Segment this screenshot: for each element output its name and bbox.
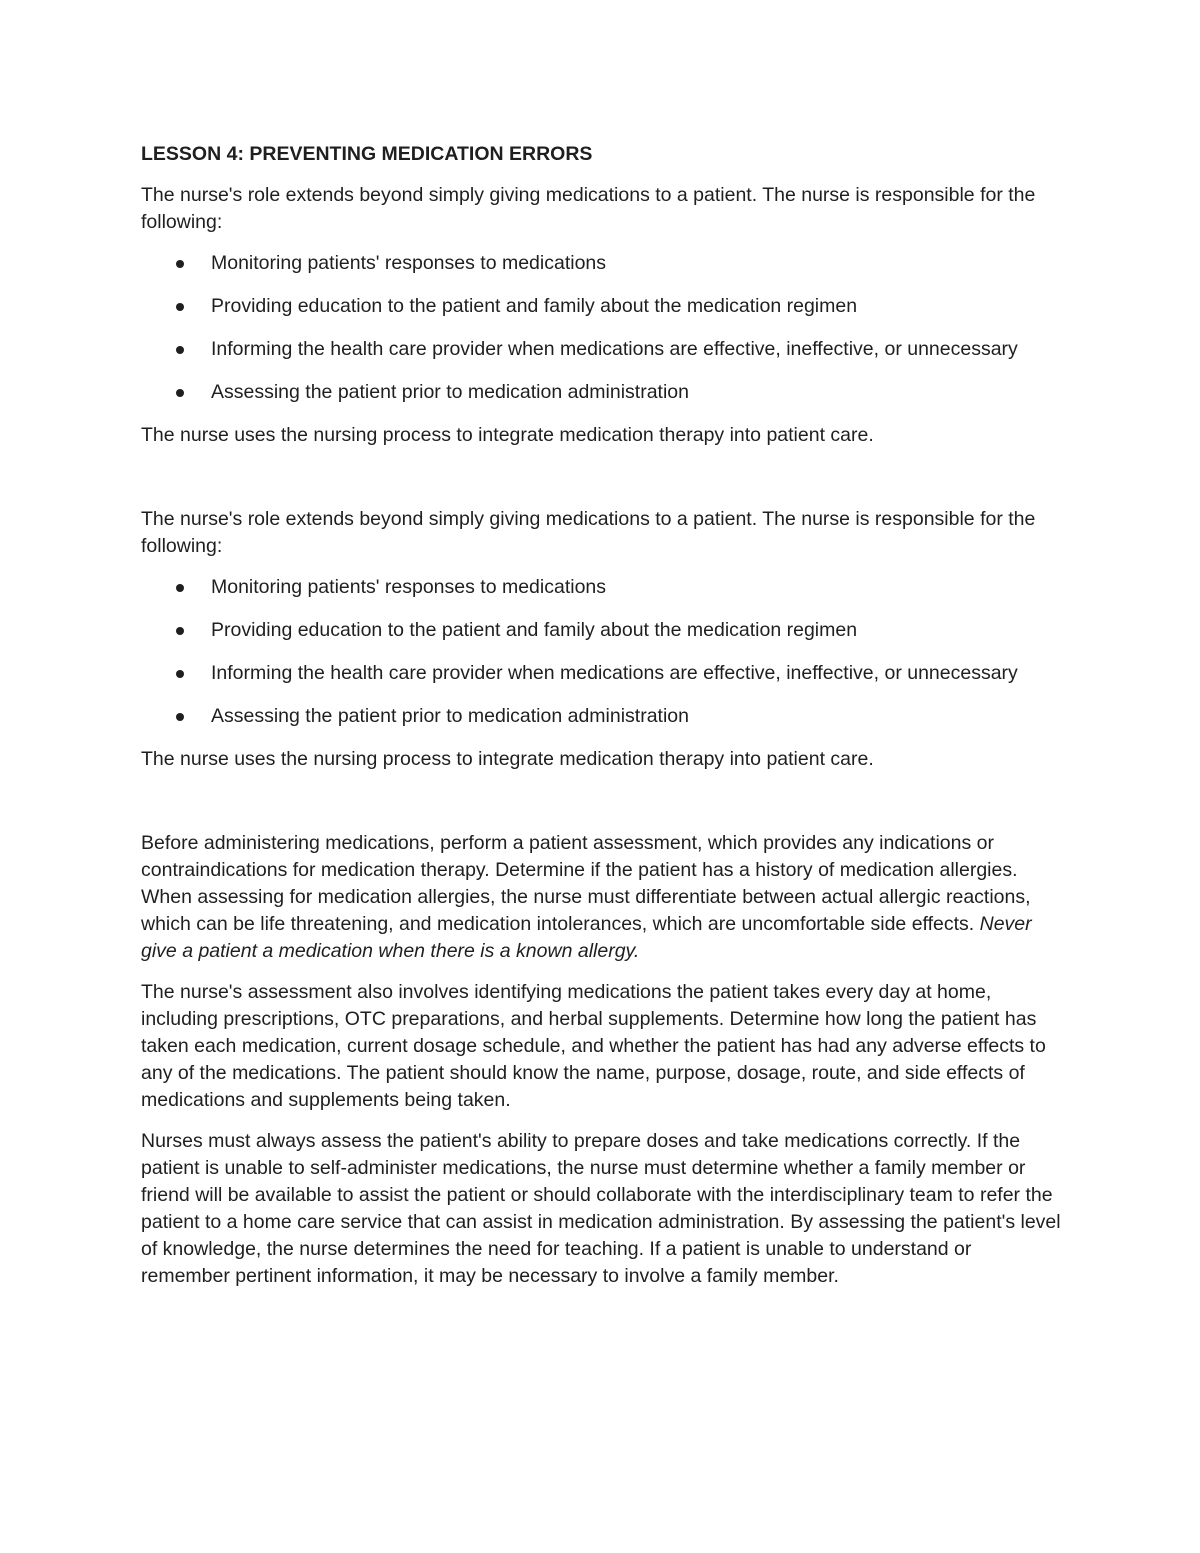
list-item-text: Informing the health care provider when medications are effective, ineffective, or unnecessary xyxy=(211,338,1018,360)
assessment-paragraph-3: Nurses must always assess the patient's ability to prepare doses and take medications correctly. If the patient is unable to self-administer medications, the nurse must determine whether a family member or friend will be available to assist the patient or should collaborate with the interdisciplinary team to refer the patient to a home care service that can assist in medication administration. By assessing the patient's level of knowledge, the nurse determines the need for teaching. If a patient is unable to understand or remember pertinent information, it may be necessary to involve a family member. xyxy=(141,1130,1061,1287)
bullet-icon xyxy=(176,389,184,397)
list-item-text: Providing education to the patient and family about the medication regimen xyxy=(211,295,858,317)
bullet-icon xyxy=(176,303,184,311)
list-item-text: Monitoring patients' responses to medications xyxy=(211,252,607,274)
list-item-text: Informing the health care provider when medications are effective, ineffective, or unnecessary xyxy=(211,662,1018,684)
list-item-text: Providing education to the patient and family about the medication regimen xyxy=(211,619,858,641)
bullet-icon xyxy=(176,670,184,678)
assessment-paragraph-1 xyxy=(141,830,1061,965)
bullet-icon xyxy=(176,260,184,268)
assessment-paragraph-1-text: Before administering medications, perform a patient assessment, which provides any indications or contraindications for medication therapy. Determine if the patient has a history of medication allergies. When assessing for medication allergies, the nurse must differentiate between actual allergic reactions, which can be life threatening, and medication intolerances, which are uncomfortable side effects. xyxy=(141,832,1031,935)
section2-list xyxy=(141,574,1061,730)
section2-intro: The nurse's role extends beyond simply giving medications to a patient. The nurse is responsible for the following: xyxy=(141,508,1036,557)
list-item-text: Assessing the patient prior to medication administration xyxy=(211,705,689,727)
list-item xyxy=(141,250,1061,277)
list-item xyxy=(141,660,1061,687)
section1-list xyxy=(141,250,1061,406)
list-item xyxy=(141,617,1061,644)
allergy-warning: Never give a patient a medication when there is a known allergy. xyxy=(141,913,1032,962)
section1-closing: The nurse uses the nursing process to integrate medication therapy into patient care. xyxy=(141,424,874,446)
list-item xyxy=(141,379,1061,406)
list-item xyxy=(141,336,1061,363)
list-item xyxy=(141,703,1061,730)
lesson-title: LESSON 4: PREVENTING MEDICATION ERRORS xyxy=(141,143,593,165)
list-item-text: Monitoring patients' responses to medications xyxy=(211,576,607,598)
list-item-text: Assessing the patient prior to medication administration xyxy=(211,381,689,403)
bullet-icon xyxy=(176,713,184,721)
list-item xyxy=(141,293,1061,320)
bullet-icon xyxy=(176,627,184,635)
section1-intro: The nurse's role extends beyond simply giving medications to a patient. The nurse is responsible for the following: xyxy=(141,184,1036,233)
assessment-paragraph-2: The nurse's assessment also involves identifying medications the patient takes every day at home, including prescriptions, OTC preparations, and herbal supplements. Determine how long the patient has taken each medication, current dosage schedule, and whether the patient has had any adverse effects to any of the medications. The patient should know the name, purpose, dosage, route, and side effects of medications and supplements being taken. xyxy=(141,981,1046,1111)
document-page xyxy=(141,141,1061,1304)
section2-closing: The nurse uses the nursing process to integrate medication therapy into patient care. xyxy=(141,748,874,770)
list-item xyxy=(141,574,1061,601)
bullet-icon xyxy=(176,584,184,592)
bullet-icon xyxy=(176,346,184,354)
